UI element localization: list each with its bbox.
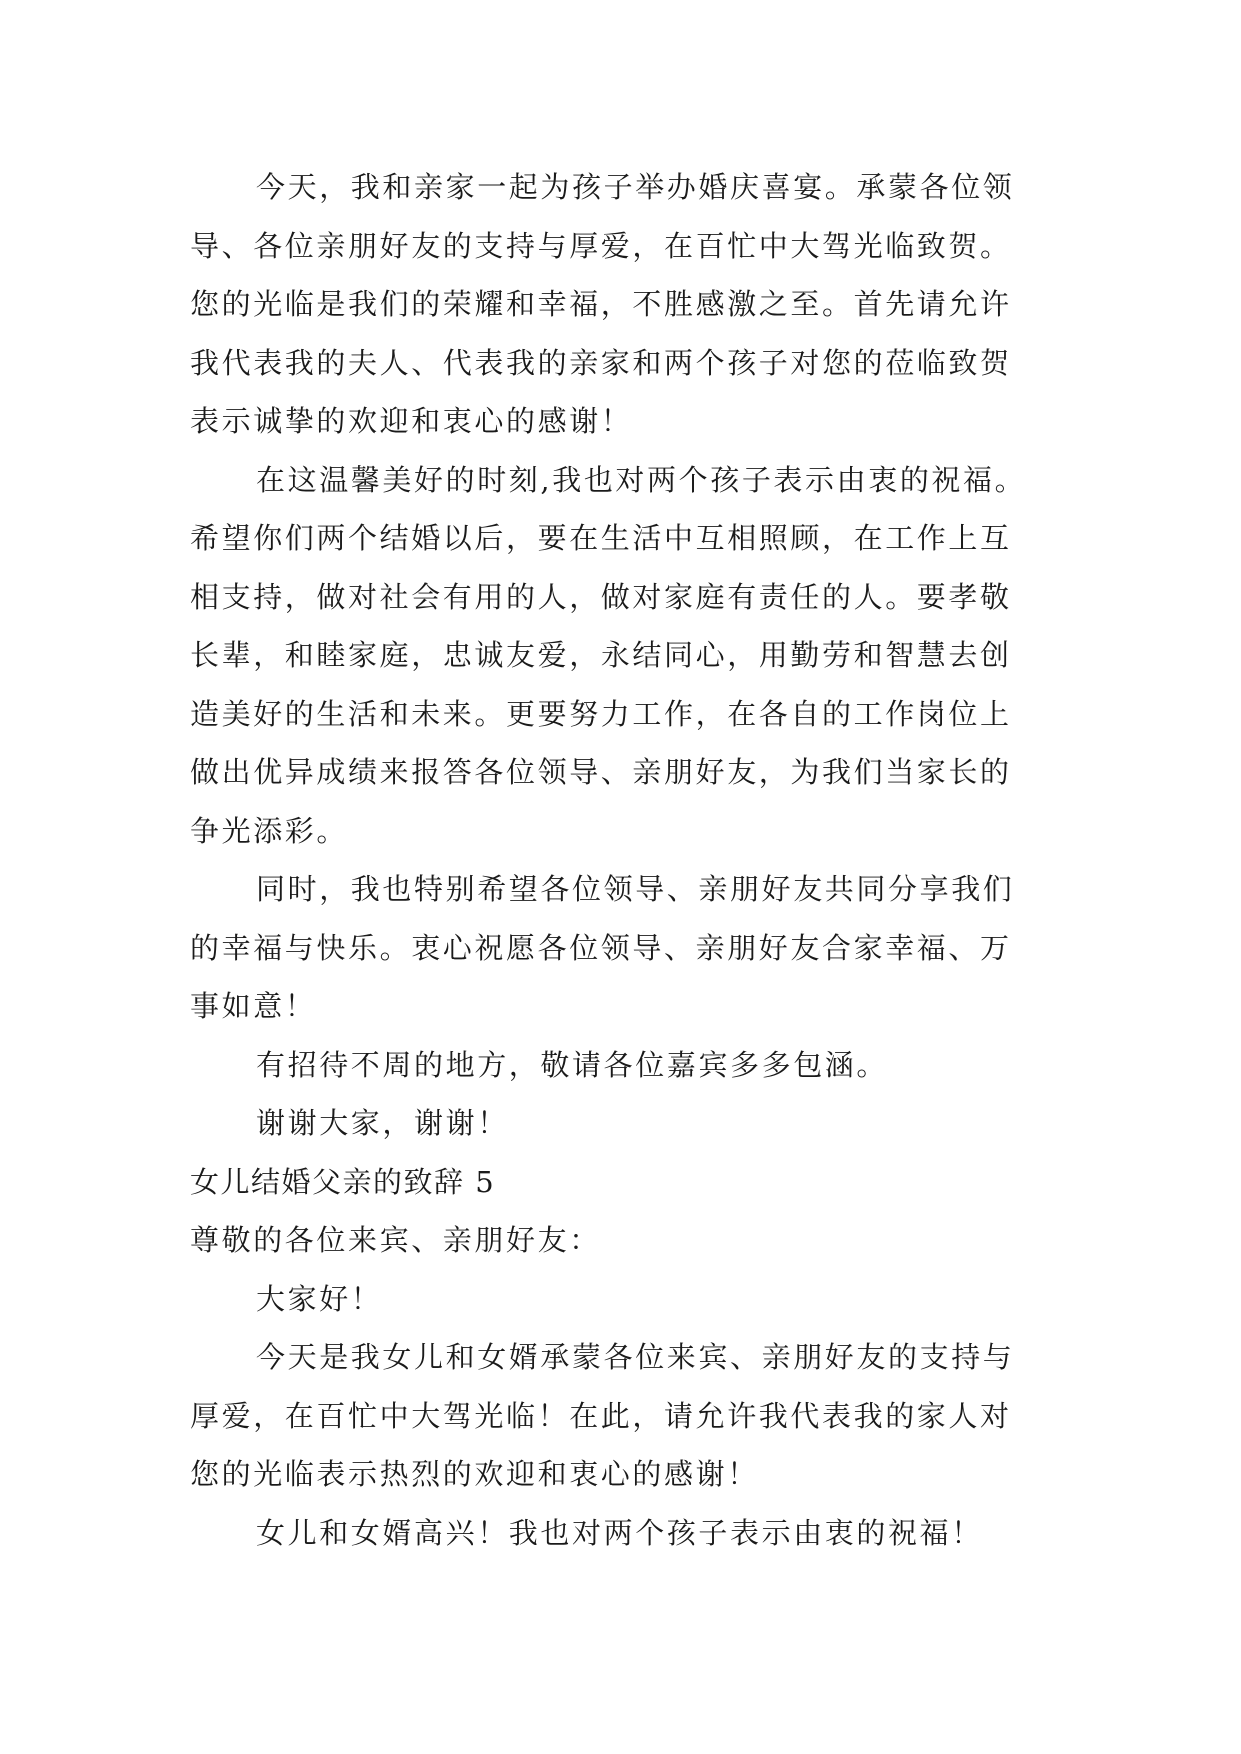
paragraph-line: 女儿和女婿高兴！我也对两个孩子表示由衷的祝福！ <box>256 1515 983 1550</box>
paragraph-line: 今天是我女儿和女婿承蒙各位来宾、亲朋好友的支持与 <box>256 1340 1015 1374</box>
paragraph-line: 的幸福与快乐。衷心祝愿各位领导、亲朋好友合家幸福、万 <box>190 930 1012 965</box>
paragraph-line: 您的光临表示热烈的欢迎和衷心的感谢！ <box>190 1457 759 1491</box>
paragraph-line: 造美好的生活和未来。更要努力工作，在各自的工作岗位上 <box>190 696 1012 731</box>
paragraph-line: 争光添彩。 <box>190 813 349 848</box>
paragraph-line: 今天，我和亲家一起为孩子举办婚庆喜宴。承蒙各位领 <box>256 170 1015 204</box>
paragraph-line: 导、各位亲朋好友的支持与厚爱，在百忙中大驾光临致贺。 <box>190 228 1012 263</box>
salutation-line: 尊敬的各位来宾、亲朋好友： <box>190 1223 601 1257</box>
paragraph-line: 有招待不周的地方，敬请各位嘉宾多多包涵。 <box>256 1047 889 1082</box>
paragraph-line: 表示诚挚的欢迎和衷心的感谢！ <box>190 404 633 438</box>
paragraph-line: 希望你们两个结婚以后，要在生活中互相照顾，在工作上互 <box>190 521 1012 555</box>
paragraph-line: 厚爱，在百忙中大驾光临！在此，请允许我代表我的家人对 <box>190 1398 1012 1433</box>
paragraph-line: 您的光临是我们的荣耀和幸福，不胜感激之至。首先请允许 <box>190 287 1012 321</box>
paragraph-line: 做出优异成绩来报答各位领导、亲朋好友，为我们当家长的 <box>190 755 1012 789</box>
greeting-line: 大家好！ <box>256 1281 383 1316</box>
paragraph-line: 谢谢大家，谢谢！ <box>256 1106 509 1140</box>
paragraph-line: 在这温馨美好的时刻,我也对两个孩子表示由衷的祝福。 <box>256 462 1027 497</box>
paragraph-line: 相支持，做对社会有用的人，做对家庭有责任的人。要孝敬 <box>190 579 1012 614</box>
section-title: 女儿结婚父亲的致辞 5 <box>190 1164 496 1199</box>
paragraph-line: 长辈，和睦家庭，忠诚友爱，永结同心，用勤劳和智慧去创 <box>190 638 1012 672</box>
paragraph-line: 事如意！ <box>190 989 317 1023</box>
document-body <box>190 158 1070 1562</box>
paragraph-line: 同时，我也特别希望各位领导、亲朋好友共同分享我们 <box>256 872 1015 906</box>
paragraph-line: 我代表我的夫人、代表我的亲家和两个孩子对您的莅临致贺 <box>190 345 1012 380</box>
